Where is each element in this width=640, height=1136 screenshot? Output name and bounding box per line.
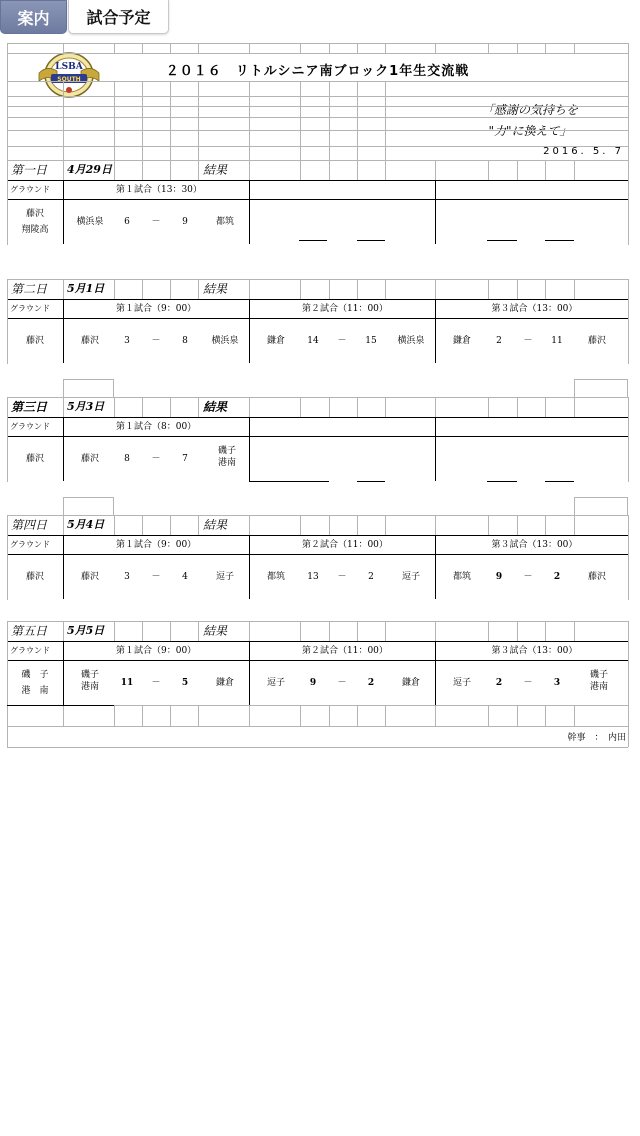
grid-line — [574, 279, 575, 299]
day-label: 第二日 — [11, 282, 48, 296]
grid-line — [249, 180, 250, 244]
result-blank-line — [357, 240, 385, 241]
grid-line — [198, 81, 199, 161]
home-team: 磯子 — [80, 670, 99, 680]
grid-line — [249, 279, 250, 299]
slogan-line-1: 「感謝の気持ちを — [481, 103, 578, 117]
score-dash: － — [523, 678, 533, 688]
grid-line — [142, 81, 143, 161]
grid-line — [7, 726, 628, 727]
grid-line — [7, 43, 8, 176]
away-team: 鎌倉 — [215, 678, 234, 688]
tab-guide-label: 案内 — [17, 8, 50, 28]
tab-bar — [0, 0, 640, 36]
grid-line — [7, 117, 628, 118]
away-score: 5 — [181, 678, 189, 688]
grid-line — [435, 621, 436, 641]
grid-line — [170, 279, 171, 299]
grid-cell — [574, 497, 628, 515]
grid-line — [7, 43, 628, 44]
grid-line — [114, 279, 115, 299]
grid-line — [628, 397, 629, 482]
score-dash: － — [151, 217, 161, 227]
game-header: 第１試合（9：00） — [116, 646, 197, 656]
organizer-note: 幹事 ： 内田 — [567, 733, 626, 743]
grid-line — [329, 515, 330, 535]
grid-line — [7, 515, 628, 516]
game-header: 第３試合（13：00） — [491, 304, 578, 314]
grid-line — [357, 43, 358, 53]
home-team: 港南 — [80, 682, 99, 692]
away-team: 都筑 — [215, 217, 234, 227]
game-header: 第１試合（9：00） — [116, 540, 197, 550]
grid-line — [300, 160, 301, 180]
result-blank-line — [487, 240, 517, 241]
result-label: 結果 — [203, 518, 228, 532]
home-team: 藤沢 — [80, 454, 99, 464]
sheet-footer — [7, 705, 628, 747]
grid-line — [385, 43, 386, 53]
day-date: 5月3日 — [67, 400, 105, 413]
grid-line — [249, 43, 250, 53]
score-dash: － — [151, 678, 161, 688]
game-header: 第２試合（11：00） — [302, 540, 388, 550]
away-team: 磯子 — [217, 446, 236, 456]
grid-line — [7, 747, 628, 748]
ground-label: グラウンド — [10, 304, 50, 313]
score-dash: － — [337, 572, 347, 582]
grid-line — [628, 621, 629, 706]
grid-line — [7, 554, 628, 555]
home-score: 14 — [307, 336, 319, 346]
grid-line — [385, 621, 386, 641]
home-score: 6 — [124, 217, 130, 227]
result-label: 結果 — [203, 400, 228, 414]
grid-line — [545, 705, 546, 726]
ground-name: 藤沢 — [25, 572, 44, 582]
grid-line — [329, 43, 330, 53]
grid-cell — [63, 379, 114, 397]
grid-line — [63, 43, 64, 53]
day-block-5 — [7, 621, 628, 706]
grid-cell — [574, 379, 628, 397]
away-team: 藤沢 — [587, 572, 606, 582]
away-score: 2 — [368, 572, 374, 582]
day-date: 5月5日 — [67, 624, 105, 637]
away-team: 港南 — [217, 458, 236, 468]
grid-line — [7, 81, 628, 82]
grid-line — [357, 705, 358, 726]
away-score: 2 — [367, 678, 375, 688]
grid-line — [357, 81, 358, 161]
grid-line — [300, 279, 301, 299]
grid-line — [517, 705, 518, 726]
grid-line — [357, 160, 358, 180]
grid-line — [170, 81, 171, 161]
grid-line — [249, 81, 250, 161]
grid-line — [545, 279, 546, 299]
away-team: 磯子 — [589, 670, 608, 680]
grid-line — [63, 81, 64, 161]
grid-line — [488, 397, 489, 417]
grid-line — [435, 160, 436, 180]
home-team: 藤沢 — [80, 572, 99, 582]
game-header: 第１試合（9：00） — [116, 304, 197, 314]
grid-line — [574, 43, 575, 53]
away-score: 4 — [182, 572, 188, 582]
grid-line — [7, 146, 628, 147]
grid-line — [435, 705, 436, 726]
grid-line — [249, 397, 250, 417]
grid-line — [7, 180, 628, 181]
grid-line — [114, 81, 115, 161]
grid-line — [488, 515, 489, 535]
sheet-title: ２０１６ リトルシニア南ブロック1年生交流戦 — [165, 64, 470, 79]
day-block-2 — [7, 279, 628, 364]
grid-line — [7, 279, 8, 364]
grid-line — [435, 515, 436, 535]
away-score: 15 — [365, 336, 377, 346]
slogan-line-2: "力"に換えて」 — [488, 124, 572, 138]
ground-label: グラウンド — [10, 646, 50, 655]
grid-line — [517, 43, 518, 53]
day-block-1 — [7, 160, 628, 245]
grid-line — [574, 397, 575, 417]
day-date: 4月29日 — [67, 163, 112, 176]
day-label: 第四日 — [11, 518, 48, 532]
grid-line — [249, 299, 250, 363]
home-score: 2 — [495, 678, 503, 688]
away-team: 鎌倉 — [401, 678, 420, 688]
grid-line — [385, 705, 386, 726]
grid-line — [435, 43, 436, 53]
grid-line — [628, 705, 629, 747]
svg-text:LSBA: LSBA — [55, 62, 83, 72]
grid-line — [7, 417, 628, 418]
grid-line — [329, 160, 330, 180]
grid-line — [574, 705, 575, 726]
away-team: 逗子 — [215, 572, 234, 582]
grid-line — [517, 515, 518, 535]
grid-line — [628, 279, 629, 364]
grid-line — [329, 397, 330, 417]
grid-line — [435, 641, 436, 705]
grid-line — [545, 43, 546, 53]
grid-line — [249, 621, 250, 641]
grid-line — [7, 130, 628, 131]
grid-line — [7, 199, 628, 200]
grid-line — [7, 318, 628, 319]
grid-line — [300, 621, 301, 641]
grid-line — [249, 515, 250, 535]
home-score: 3 — [124, 572, 130, 582]
grid-line — [198, 160, 199, 180]
score-dash: － — [151, 454, 161, 464]
game-header: 第３試合（13：00） — [491, 646, 578, 656]
away-team: 港南 — [589, 682, 608, 692]
grid-line — [142, 160, 143, 180]
grid-line — [7, 641, 628, 642]
grid-line — [7, 299, 628, 300]
day-label: 第五日 — [11, 624, 48, 638]
grid-line — [488, 705, 489, 726]
result-blank-line — [299, 240, 327, 241]
day-date: 5月4日 — [67, 518, 105, 531]
grid-line — [628, 515, 629, 600]
grid-line — [385, 160, 386, 180]
grid-line — [435, 279, 436, 299]
grid-line — [170, 621, 171, 641]
away-team: 横浜泉 — [211, 336, 239, 346]
grid-line — [63, 621, 64, 641]
grid-line — [142, 279, 143, 299]
away-team: 横浜泉 — [397, 336, 425, 346]
grid-line — [249, 160, 250, 180]
grid-line — [488, 160, 489, 180]
home-team: 鎌倉 — [452, 336, 471, 346]
grid-line — [7, 621, 628, 622]
home-score: 13 — [307, 572, 319, 582]
grid-line — [142, 43, 143, 53]
day-label: 第三日 — [11, 400, 48, 414]
grid-line — [357, 621, 358, 641]
grid-line — [114, 515, 115, 535]
score-dash: － — [337, 678, 347, 688]
grid-line — [517, 397, 518, 417]
away-score: 11 — [551, 336, 563, 346]
grid-line — [300, 705, 301, 726]
home-score: 9 — [495, 572, 503, 582]
grid-line — [300, 81, 301, 161]
grid-line — [300, 43, 301, 53]
ground-name: 藤沢 — [25, 454, 44, 464]
grid-line — [435, 535, 436, 599]
grid-line — [385, 81, 386, 161]
result-label: 結果 — [203, 163, 228, 177]
grid-line — [7, 397, 628, 398]
grid-line — [198, 705, 199, 726]
tab-guide[interactable] — [0, 0, 67, 34]
grid-line — [357, 515, 358, 535]
home-score: 8 — [124, 454, 130, 464]
grid-line — [545, 397, 546, 417]
grid-line — [7, 53, 628, 54]
game-header: 第２試合（11：00） — [302, 304, 388, 314]
grid-line — [63, 160, 64, 180]
grid-line — [198, 621, 199, 641]
grid-line — [7, 96, 628, 97]
grid-line — [545, 621, 546, 641]
grid-line — [170, 515, 171, 535]
grid-line — [435, 397, 436, 417]
grid-line — [435, 180, 436, 244]
grid-line — [63, 535, 64, 599]
home-score: 9 — [309, 678, 317, 688]
ground-name: 翔陵高 — [21, 225, 49, 235]
grid-line — [63, 397, 64, 417]
grid-line — [249, 641, 250, 705]
grid-line — [63, 705, 64, 726]
score-dash: － — [151, 336, 161, 346]
ground-name: 藤沢 — [25, 209, 44, 219]
grid-line — [7, 397, 8, 482]
game-header: 第３試合（13：00） — [491, 540, 578, 550]
home-score: 2 — [496, 336, 502, 346]
sheet-header — [7, 43, 628, 176]
grid-cell — [63, 497, 114, 515]
grid-line — [7, 515, 8, 600]
grid-line — [545, 160, 546, 180]
grid-line — [7, 705, 114, 706]
grid-line — [198, 43, 199, 53]
grid-line — [357, 397, 358, 417]
grid-line — [198, 279, 199, 299]
day-block-4 — [7, 515, 628, 600]
grid-line — [300, 515, 301, 535]
result-blank-line — [545, 240, 574, 241]
grid-line — [114, 43, 115, 53]
grid-line — [517, 621, 518, 641]
grid-line — [329, 705, 330, 726]
grid-line — [329, 621, 330, 641]
game-header: 第１試合（8：00） — [116, 422, 197, 432]
away-team: 藤沢 — [587, 336, 606, 346]
grid-line — [488, 279, 489, 299]
grid-line — [63, 279, 64, 299]
tab-schedule[interactable] — [68, 0, 169, 34]
grid-line — [170, 160, 171, 180]
score-dash: － — [523, 572, 533, 582]
grid-line — [170, 397, 171, 417]
grid-line — [7, 279, 628, 280]
home-team: 横浜泉 — [76, 217, 104, 227]
ground-name: 藤沢 — [25, 336, 44, 346]
grid-line — [435, 299, 436, 363]
grid-line — [114, 160, 115, 180]
ground-label: グラウンド — [10, 185, 50, 194]
grid-line — [114, 705, 115, 726]
result-blank-line — [545, 481, 574, 482]
score-dash: － — [151, 572, 161, 582]
grid-line — [517, 279, 518, 299]
grid-line — [574, 621, 575, 641]
away-score: 7 — [182, 454, 188, 464]
day-date: 5月1日 — [67, 282, 105, 295]
home-team: 藤沢 — [80, 336, 99, 346]
grid-line — [488, 43, 489, 53]
game-header: 第２試合（11：00） — [302, 646, 388, 656]
day-label: 第一日 — [11, 163, 48, 177]
score-dash: － — [523, 336, 533, 346]
ground-label: グラウンド — [10, 540, 50, 549]
grid-line — [198, 515, 199, 535]
grid-line — [545, 515, 546, 535]
result-blank-line — [357, 481, 385, 482]
grid-line — [63, 417, 64, 481]
day-block-3 — [7, 397, 628, 482]
grid-line — [170, 705, 171, 726]
grid-line — [300, 397, 301, 417]
grid-line — [385, 279, 386, 299]
away-score: 2 — [553, 572, 561, 582]
home-score: 3 — [124, 336, 130, 346]
grid-line — [7, 436, 628, 437]
home-team: 逗子 — [266, 678, 285, 688]
grid-line — [574, 515, 575, 535]
tab-schedule-label: 試合予定 — [86, 8, 151, 27]
grid-line — [329, 81, 330, 161]
away-score: 3 — [553, 678, 561, 688]
home-team: 都筑 — [452, 572, 471, 582]
grid-line — [7, 705, 8, 747]
grid-line — [7, 535, 628, 536]
grid-line — [249, 705, 250, 726]
grid-line — [385, 515, 386, 535]
grid-line — [628, 43, 629, 176]
grid-line — [7, 106, 628, 107]
grid-line — [114, 397, 115, 417]
grid-line — [628, 160, 629, 245]
grid-line — [142, 515, 143, 535]
issue-date: 2016. 5. 7 — [543, 146, 624, 157]
grid-line — [488, 621, 489, 641]
grid-line — [114, 621, 115, 641]
grid-line — [142, 397, 143, 417]
grid-line — [357, 279, 358, 299]
grid-line — [142, 621, 143, 641]
grid-line — [249, 481, 329, 482]
away-score: 8 — [182, 336, 188, 346]
grid-line — [385, 397, 386, 417]
grid-line — [142, 705, 143, 726]
svg-text:SOUTH: SOUTH — [57, 76, 81, 83]
result-label: 結果 — [203, 624, 228, 638]
grid-line — [574, 160, 575, 180]
grid-line — [198, 397, 199, 417]
score-dash: － — [337, 336, 347, 346]
away-team: 逗子 — [401, 572, 420, 582]
grid-line — [7, 660, 628, 661]
away-score: 9 — [182, 217, 188, 227]
grid-line — [63, 515, 64, 535]
result-blank-line — [487, 481, 517, 482]
ground-label: グラウンド — [10, 422, 50, 431]
grid-line — [249, 535, 250, 599]
grid-line — [329, 279, 330, 299]
grid-line — [517, 160, 518, 180]
home-team: 鎌倉 — [266, 336, 285, 346]
result-label: 結果 — [203, 282, 228, 296]
home-team: 逗子 — [452, 678, 471, 688]
home-score: 11 — [120, 678, 134, 688]
grid-line — [63, 299, 64, 363]
grid-line — [7, 160, 628, 161]
ground-name: 磯 子 — [21, 670, 49, 680]
ground-name: 港 南 — [21, 686, 49, 696]
grid-line — [435, 417, 436, 481]
home-team: 都筑 — [266, 572, 285, 582]
game-header: 第１試合（13：30） — [116, 185, 202, 195]
grid-line — [170, 43, 171, 53]
